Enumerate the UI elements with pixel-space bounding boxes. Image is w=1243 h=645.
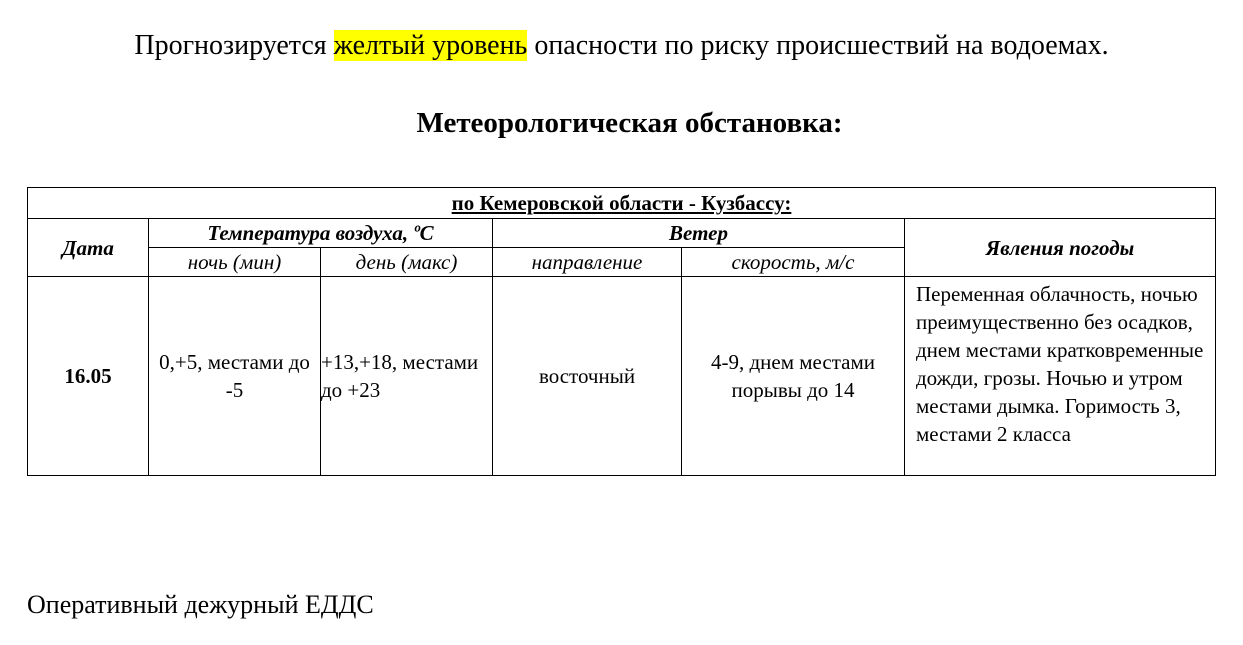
cell-phenomena: Переменная облачность, ночью преимущественно без осадков, днем местами кратковременные дожди, грозы. Ночью и утром местами дымка. Горимость 3, местами 2 класса: [905, 277, 1216, 476]
header-night: ночь (мин): [149, 248, 321, 277]
weather-table: [27, 187, 1216, 476]
header-phenomena: Явления погоды: [905, 219, 1216, 277]
forecast-intro: [0, 28, 1243, 64]
intro-before: Прогнозируется: [134, 30, 334, 61]
header-temperature: Температура воздуха, ºС: [149, 219, 493, 248]
cell-night: 0,+5, местами до -5: [149, 277, 321, 476]
intro-after: опасности по риску происшествий на водоемах.: [527, 30, 1109, 61]
header-wind: Ветер: [493, 219, 905, 248]
cell-date: 16.05: [28, 277, 149, 476]
table-row: [28, 277, 1216, 476]
region-title: по Кемеровской области - Кузбассу:: [28, 188, 1216, 219]
danger-level-highlight: желтый уровень: [333, 30, 528, 61]
header-speed: скорость, м/с: [682, 248, 905, 277]
header-date: Дата: [28, 219, 149, 277]
cell-speed: 4-9, днем местами порывы до 14: [682, 277, 905, 476]
duty-officer-footer: Оперативный дежурный ЕДДС: [27, 590, 374, 619]
header-day: день (макс): [321, 248, 493, 277]
meteo-heading: Метеорологическая обстановка:: [416, 107, 843, 139]
cell-direction: восточный: [493, 277, 682, 476]
cell-day: +13,+18, местами до +23: [321, 277, 493, 476]
header-direction: направление: [493, 248, 682, 277]
